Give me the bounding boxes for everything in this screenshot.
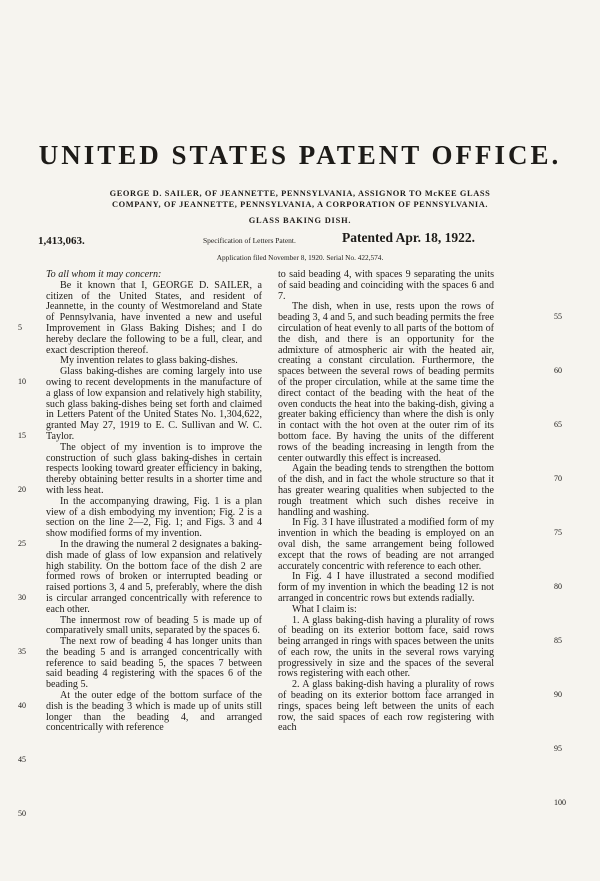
line-number: 30 bbox=[18, 593, 26, 602]
line-number: 65 bbox=[554, 420, 562, 429]
line-number: 55 bbox=[554, 312, 562, 321]
paragraph: The next row of beading 4 has longer units than the beading 5 and is arranged concentrically with reference to said beading 5, the spaces 7 between said beading 4 registering with the spaces 6 of the beading 5. bbox=[46, 636, 262, 691]
line-number: 5 bbox=[18, 323, 22, 332]
line-number: 50 bbox=[18, 809, 26, 818]
line-number: 80 bbox=[554, 582, 562, 591]
paragraph: The object of my invention is to improve the construction of such glass baking-dishes in certain respects looking toward greater efficiency in baking, thereby obtaining better results in a shorter time and with less heat. bbox=[46, 441, 262, 496]
office-title: UNITED STATES PATENT OFFICE. bbox=[38, 140, 562, 170]
line-number: 100 bbox=[554, 798, 566, 807]
line-number: 70 bbox=[554, 474, 562, 483]
paragraph: Glass baking-dishes are coming largely into use owing to recent developments in the manufacture of a glass of low expansion and relatively high stability, such glass baking-dishes being set forth and claimed in Letters Patent of the United States No. 1,304,622, granted May 27, 1919 to E. C. Sullivan and W. C. Taylor. bbox=[46, 366, 262, 442]
paragraph: What I claim is: bbox=[292, 603, 357, 615]
line-number: 20 bbox=[18, 485, 26, 494]
line-number: 75 bbox=[554, 528, 562, 537]
paragraph: The innermost row of beading 5 is made up of comparatively small units, separated by the spaces 6. bbox=[46, 614, 262, 637]
right-text-column bbox=[278, 270, 494, 734]
specification-label: Specification of Letters Patent. bbox=[203, 236, 296, 245]
line-number: 60 bbox=[554, 366, 562, 375]
paragraph: My invention relates to glass baking-dishes. bbox=[60, 355, 238, 367]
paragraph: 2. A glass baking-dish having a plurality of rows of beading on its exterior bottom face arranged in rings, spaces being left between the units of each row, the said spaces of each row registering with each bbox=[278, 679, 494, 734]
line-number: 95 bbox=[554, 744, 562, 753]
application-filed: Application filed November 8, 1920. Serial No. 422,574. bbox=[216, 253, 384, 262]
paragraph: to said beading 4, with spaces 9 separating the units of said beading and coinciding with the spaces 6 and 7. bbox=[278, 269, 494, 302]
line-number: 45 bbox=[18, 755, 26, 764]
line-number: 40 bbox=[18, 701, 26, 710]
line-number: 85 bbox=[554, 636, 562, 645]
line-number: 35 bbox=[18, 647, 26, 656]
line-number: 25 bbox=[18, 539, 26, 548]
paragraph: In Fig. 4 I have illustrated a second modified form of my invention in which the beading 12 is not arranged in concentric rows but extends radially. bbox=[278, 571, 494, 604]
paragraph: Again the beading tends to strengthen the bottom of the dish, and in fact the whole structure so that it has greater wearing qualities when subjected to the rough treatment which such dishes receive in handling and washing. bbox=[278, 463, 494, 518]
paragraph: At the outer edge of the bottom surface of the dish is the beading 3 which is made up of units still longer than the beading 4, and arranged concentrically with reference bbox=[46, 690, 262, 734]
line-number: 90 bbox=[554, 690, 562, 699]
paragraph: In Fig. 3 I have illustrated a modified form of my invention in which the beading is employed on an oval dish, the same arrangement being followed except that the rows of beading are not arranged accurately concentric with reference to each other. bbox=[278, 517, 494, 572]
patent-number: 1,413,063. bbox=[38, 235, 85, 247]
paragraph: The dish, when in use, rests upon the rows of beading 3, 4 and 5, and such beading permits the free circulation of heat evenly to all parts of the bottom of the dish, and there is an opportunity for the admixture of atmospheric air with the heated air, creating a constant circulation. Furthermore, the spaces between the several rows of beading permits of the proper circulation, while at the same time the direct contact of the beading with the heat of the oven conducts the heat into the baking-dish, giving a greater baking efficiency than where the dish is only in contact with the hot oven at the outer rim of its bottom face. By having the units of the different rows of the beading increasing in length from the center outwardly this effect is increased. bbox=[278, 301, 494, 464]
invention-title: GLASS BAKING DISH. bbox=[248, 216, 352, 225]
paragraph: In the drawing the numeral 2 designates a baking-dish made of glass of low expansion and relatively high stability. On the bottom face of the dish 2 are formed rows of broken or interrupted beading or raised portions 3, 4 and 5, preferably, where the dish is circular arranged concentrically with reference to each other. bbox=[46, 538, 262, 615]
inventor-line-2: COMPANY, OF JEANNETTE, PENNSYLVANIA, A CORPORATION OF PENNSYLVANIA. bbox=[111, 200, 489, 209]
paragraph: In the accompanying drawing, Fig. 1 is a plan view of a dish embodying my invention; Fig. 2 is a section on the line 2—2, Fig. 1; and Figs. 3 and 4 show modified forms of my invention. bbox=[46, 495, 262, 540]
line-number: 15 bbox=[18, 431, 26, 440]
patented-date: Patented Apr. 18, 1922. bbox=[342, 230, 476, 245]
line-number: 10 bbox=[18, 377, 26, 386]
inventor-line-1: GEORGE D. SAILER, OF JEANNETTE, PENNSYLVANIA, ASSIGNOR TO McKEE GLASS bbox=[109, 189, 491, 198]
paragraph: Be it known that I, GEORGE D. SAILER, a citizen of the United States, and resident of Jeannette, in the county of Westmoreland and State of Pennsylvania, have invented a new and useful Improvement in Glass Baking Dishes; and I do hereby declare the following to be a full, clear, and exact description thereof. bbox=[46, 279, 262, 356]
paragraph: To all whom it may concern: bbox=[46, 269, 162, 280]
paragraph: 1. A glass baking-dish having a plurality of rows of beading on its exterior bottom face, said rows being arranged in rings with spaces between the units of each row, the units in the several rows varying progressively in size and the spaces of the several rows registering with each other. bbox=[278, 614, 494, 680]
left-text-column bbox=[46, 270, 262, 734]
